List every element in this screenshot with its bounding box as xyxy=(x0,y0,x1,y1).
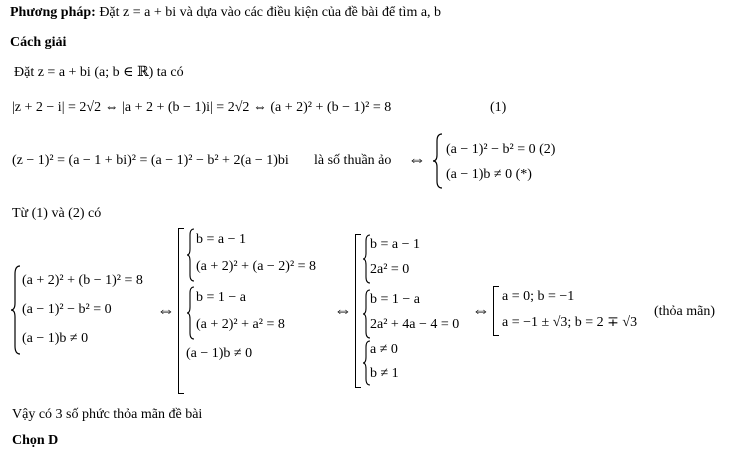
right-extra-line-1: a ≠ 0 xyxy=(370,342,398,357)
equiv-symbol-1: ⇔ xyxy=(157,300,175,320)
system-brace xyxy=(432,133,444,189)
right-extra-line-2: b ≠ 1 xyxy=(370,366,399,381)
right-bracket xyxy=(355,234,361,388)
method-line xyxy=(10,4,441,22)
middle-bottom-line-1: b = 1 − a xyxy=(196,290,247,305)
final-line-1: a = 0; b = −1 xyxy=(502,289,575,304)
final-line-2: a = −1 ± √3; b = 2 ∓ √3 xyxy=(502,315,638,330)
left-system-line-3: (a − 1)b ≠ 0 xyxy=(22,331,89,346)
equation-1: |z + 2 − i| = 2√2 ⇔ |a + 2 + (b − 1)i| = 2√2 ⇔ (a + 2)² + (b − 1)² = 8 xyxy=(12,100,392,115)
left-system-line-2: (a − 1)² − b² = 0 xyxy=(22,302,112,317)
right-bottom-line-1: b = 1 − a xyxy=(370,292,421,307)
middle-bottom-brace xyxy=(186,286,196,340)
right-top-line-2: 2a² = 0 xyxy=(370,262,410,277)
answer-line: Chọn D xyxy=(12,433,59,448)
solution-heading: Cách giải xyxy=(10,35,67,50)
satisfied-label: (thỏa mãn) xyxy=(654,304,716,319)
system-2-line-1: (a − 1)² − b² = 0 (2) xyxy=(446,142,556,157)
system-2-line-2: (a − 1)b ≠ 0 (*) xyxy=(446,167,532,182)
equation-2: (z − 1)² = (a − 1 + bi)² = (a − 1)² − b² + 2(a − 1)bi xyxy=(12,153,289,168)
method-text: Đặt z = a + bi và dựa vào các điều kiện của đề bài để tìm a, b xyxy=(99,5,442,20)
right-top-line-1: b = a − 1 xyxy=(370,237,421,252)
middle-extra-condition: (a − 1)b ≠ 0 xyxy=(186,346,253,361)
from-line: Từ (1) và (2) có xyxy=(12,206,102,221)
pure-imaginary-text: là số thuần ảo xyxy=(314,153,392,168)
middle-top-brace xyxy=(186,228,196,282)
equiv-symbol: ⇔ xyxy=(408,149,426,169)
middle-top-line-1: b = a − 1 xyxy=(196,232,247,247)
equiv-symbol-2: ⇔ xyxy=(334,300,352,320)
equiv-symbol-3: ⇔ xyxy=(472,300,490,320)
final-bracket xyxy=(493,286,499,336)
equation-1-tag: (1) xyxy=(490,100,507,115)
conclusion-line: Vậy có 3 số phức thỏa mãn đề bài xyxy=(12,407,203,422)
left-system-line-1: (a + 2)² + (b − 1)² = 8 xyxy=(22,273,143,288)
middle-bottom-line-2: (a + 2)² + a² = 8 xyxy=(196,317,285,332)
right-bottom-line-2: 2a² + 4a − 4 = 0 xyxy=(370,317,460,332)
method-label: Phương pháp: xyxy=(10,5,96,20)
set-variable-line: Đặt z = a + bi (a; b ∈ ℝ) ta có xyxy=(14,65,184,80)
left-system-brace xyxy=(10,265,22,355)
middle-bracket xyxy=(178,228,184,394)
middle-top-line-2: (a + 2)² + (a − 2)² = 8 xyxy=(196,259,317,274)
